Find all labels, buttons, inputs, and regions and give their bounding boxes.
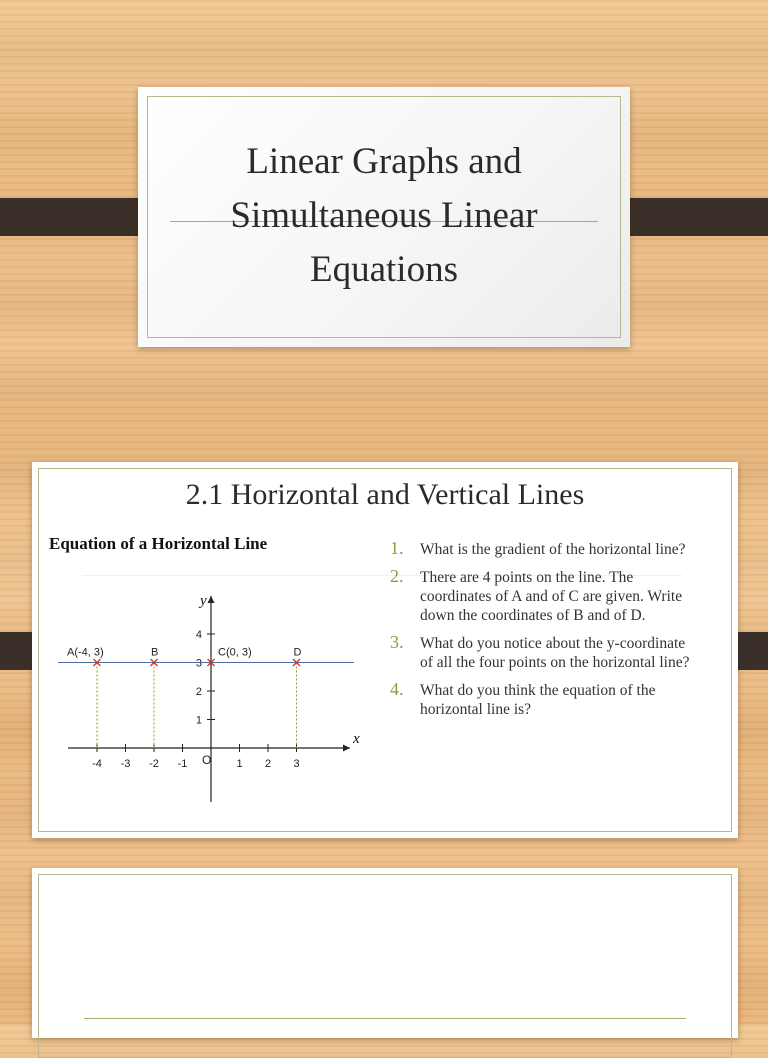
- binder-tab-left-1: [0, 198, 156, 236]
- question-number: 1.: [390, 538, 404, 558]
- question-text: What do you notice about the y-coordinate of all the four points on the horizontal line?: [420, 635, 690, 671]
- question-number: 2.: [390, 566, 404, 586]
- next-slide-rule: [84, 1018, 686, 1019]
- section-heading: 2.1 Horizontal and Vertical Lines: [185, 478, 585, 511]
- point-label: C(0, 3): [218, 646, 252, 659]
- y-axis-label: y: [200, 593, 207, 609]
- x-axis-arrow: [343, 745, 350, 752]
- content-slide: [32, 462, 738, 838]
- x-tick-label: 2: [264, 758, 272, 770]
- point-label: D: [293, 646, 302, 659]
- x-tick-label: 3: [293, 758, 300, 770]
- y-tick-label: 2: [195, 686, 202, 698]
- question-item: [390, 568, 690, 625]
- y-tick-label: 1: [195, 714, 202, 727]
- x-tick-label: -1: [177, 758, 188, 770]
- y-axis-arrow: [208, 596, 215, 603]
- next-slide: [32, 868, 738, 1038]
- horizontal-line-graph: [52, 590, 372, 810]
- x-axis-label: x: [353, 731, 360, 747]
- question-text: What do you think the equation of the horizontal line is?: [420, 682, 656, 718]
- point-label: A(-4, 3): [67, 646, 104, 659]
- question-text: There are 4 points on the line. The coordinates of A and of C are given. Write down the coordinates of B and of D.: [420, 569, 683, 624]
- binder-tab-right-1: [612, 198, 768, 236]
- question-text: What is the gradient of the horizontal line?: [420, 541, 686, 558]
- x-tick-label: -2: [149, 758, 159, 770]
- title-line-3: Equations: [310, 249, 458, 290]
- question-item: [390, 540, 690, 559]
- question-list: [390, 540, 690, 728]
- point-label: B: [151, 646, 159, 659]
- question-number: 3.: [390, 632, 404, 652]
- x-tick-label: -3: [120, 758, 131, 770]
- question-item: [390, 634, 690, 672]
- title-slide: [138, 87, 630, 347]
- x-tick-label: -4: [92, 758, 102, 770]
- question-number: 4.: [390, 679, 404, 699]
- origin-label: O: [202, 753, 212, 767]
- question-item: [390, 681, 690, 719]
- y-tick-label: 4: [195, 629, 202, 641]
- next-slide-frame: [38, 874, 732, 1058]
- x-tick-label: 1: [236, 758, 243, 770]
- slide-title: [138, 135, 630, 297]
- y-tick-label: 3: [195, 657, 202, 670]
- subheading: Equation of a Horizontal Line: [49, 534, 268, 553]
- title-line-1: Linear Graphs and: [246, 141, 522, 182]
- title-line-2: Simultaneous Linear: [230, 195, 538, 236]
